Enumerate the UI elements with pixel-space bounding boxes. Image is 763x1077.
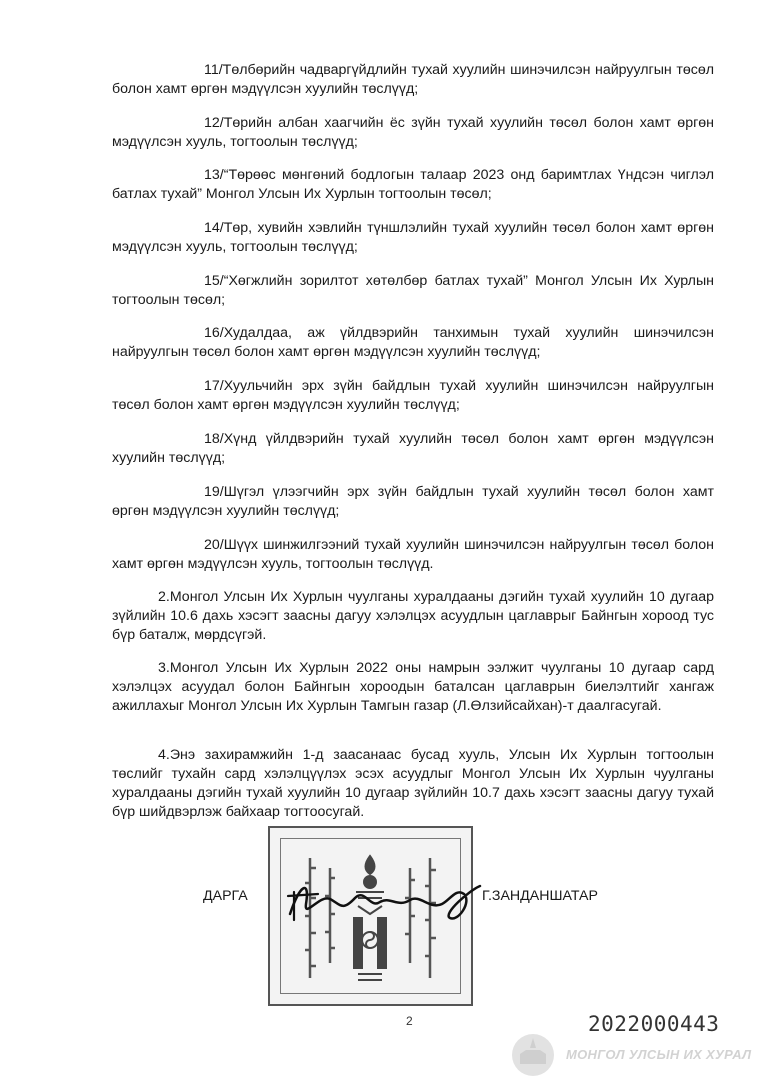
signatory-name: Г.ЗАНДАНШАТАР <box>482 888 598 904</box>
paragraph-item-14: 14/Төр, хувийн хэвлийн түншлэлийн тухай хуулийн төсөл болон хамт өргөн мэдүүлсэн хууль, тогтоолын төслүүд; <box>112 220 714 255</box>
paragraph-item-13: 13/“Төрөөс мөнгөний бодлогын талаар 2023 онд баримтлах Үндсэн чиглэл батлах тухай” Монгол Улсын Их Хурлын тогтоолын төсөл; <box>112 167 714 202</box>
paragraph-item-15: 15/“Хөгжлийн зорилтот хөтөлбөр батлах тухай” Монгол Улсын Их Хурлын тогтоолын төсөл; <box>112 273 714 308</box>
footer-watermark <box>506 1030 763 1077</box>
parliament-emblem-icon <box>508 1030 558 1077</box>
paragraph-section-4: 4.Энэ захирамжийн 1-д заасанаас бусад хууль, Улсын Их Хурлын тогтоолын төслийг тухайн сард хэлэлцүүлэх эсэх асуудлыг Монгол Улсын Их Хурлын чуулганы хуралдааны дэгийн тухай хуулийн 10 дугаар зүйлийн 10.7 дахь хэсэгт заасны дагуу тухай бүр шийдвэрлэж байхаар тогтоосугай. <box>112 747 714 820</box>
watermark-text: МОНГОЛ УЛСЫН ИХ ХУРАЛ <box>566 1047 752 1062</box>
paragraph-item-16: 16/Худалдаа, аж үйлдвэрийн танхимын тухай хуулийн шинэчилсэн найруулгын төсөл болон хамт өргөн мэдүүлсэн хуулийн төслүүд; <box>112 325 714 360</box>
paragraph-item-18: 18/Хүнд үйлдвэрийн тухай хуулийн төсөл болон хамт өргөн мэдүүлсэн хуулийн төслүүд; <box>112 431 714 466</box>
paragraph-item-20: 20/Шүүх шинжилгээний тухай хуулийн шинэчилсэн найруулгын төсөл болон хамт өргөн мэдүүлсэн хууль, тогтоолын төслүүд. <box>112 537 714 572</box>
signatory-title: ДАРГА <box>203 888 248 904</box>
handwritten-signature <box>280 874 500 929</box>
paragraph-item-17: 17/Хуульчийн эрх зүйн байдлын тухай хуулийн шинэчилсэн найруулгын төсөл болон хамт өргөн мэдүүлсэн хуулийн төслүүд; <box>112 378 714 413</box>
paragraph-item-19: 19/Шүгэл үлээгчийн эрх зүйн байдлын тухай хуулийн төсөл болон хамт өргөн мэдүүлсэн хуулийн төслүүд; <box>112 484 714 519</box>
page-number: 2 <box>406 1014 413 1028</box>
signature-row <box>0 878 763 918</box>
paragraph-item-12: 12/Төрийн албан хаагчийн ёс зүйн тухай хуулийн төсөл болон хамт өргөн мэдүүлсэн хууль, тогтоолын төслүүд; <box>112 115 714 150</box>
paragraph-item-11: 11/Төлбөрийн чадваргүйдлийн тухай хуулийн шинэчилсэн найруулгын төсөл болон хамт өргөн мэдүүлсэн хуулийн төслүүд; <box>112 62 714 97</box>
paragraph-section-2: 2.Монгол Улсын Их Хурлын чуулганы хуралдааны дэгийн тухай хуулийн 10 дугаар зүйлийн 10.6 дахь хэсэгт заасны дагуу хэлэлцэх асуудлын цаглаврыг Байнгын хороод тус бүр баталж, мөрдсүгэй. <box>112 589 714 643</box>
paragraph-section-3: 3.Монгол Улсын Их Хурлын 2022 оны намрын ээлжит чуулганы 10 дугаар сард хэлэлцэх асуудал болон Байнгын хороодын баталсан цаглаврын биелэлтийг хангаж ажиллахыг Монгол Улсын Их Хурлын Тамгын газар (Л.Өлзийсайхан)-т даалгасугай. <box>112 660 714 714</box>
document-number: 2022000443 <box>588 1012 720 1036</box>
